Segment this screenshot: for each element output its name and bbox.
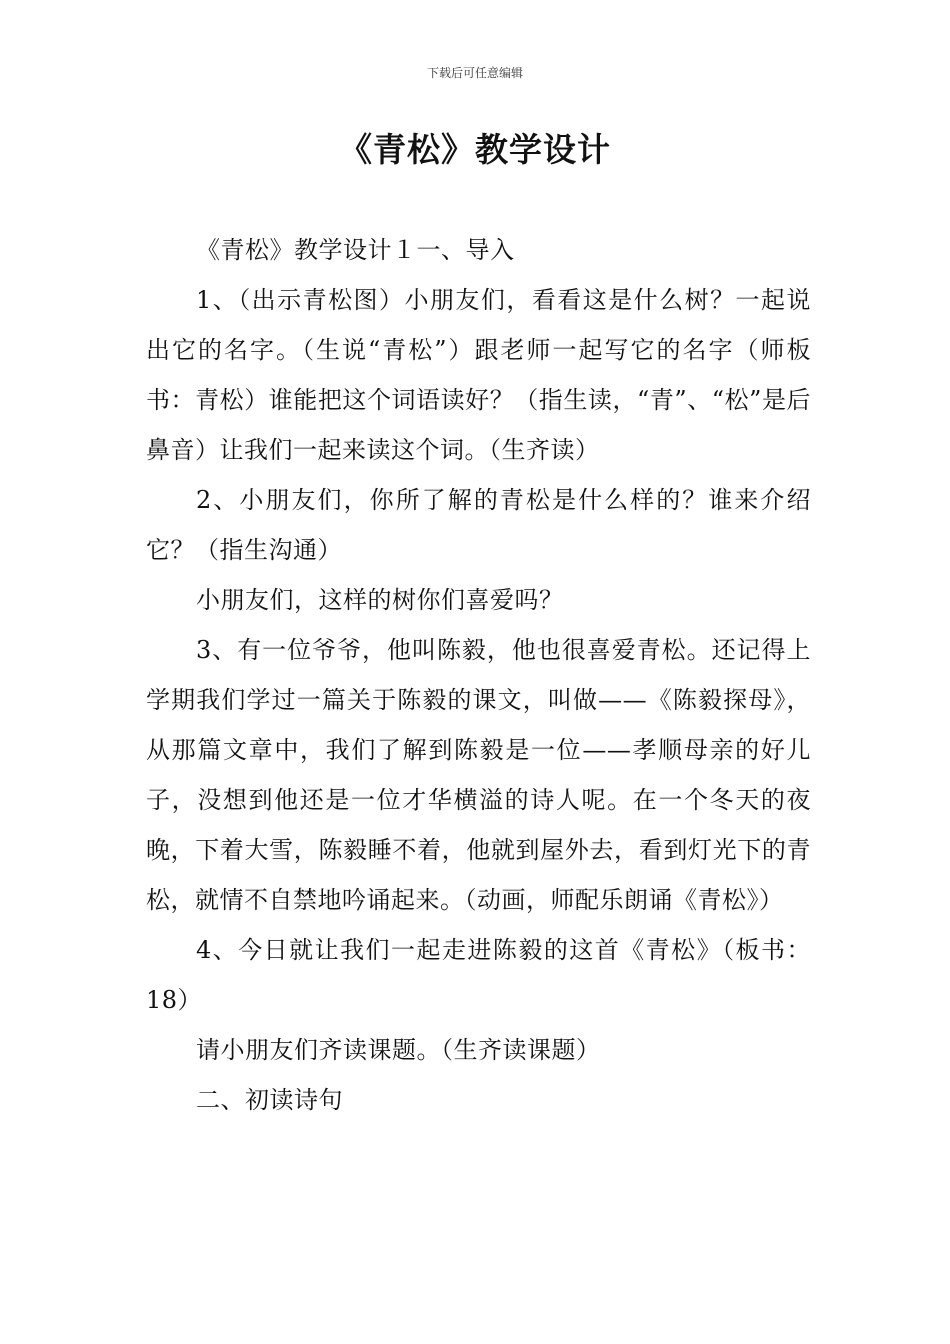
paragraph-step-2: 2、小朋友们，你所了解的青松是什么样的？谁来介绍它？（指生沟通） [146,486,811,564]
paragraph-section-2-heading: 二、初读诗句 [196,1086,343,1114]
header-note: 下载后可任意编辑 [426,66,523,80]
paragraph-question: 小朋友们，这样的树你们喜爱吗？ [196,586,564,614]
paragraph-intro-heading: 《青松》教学设计１一、导入 [196,236,515,264]
paragraph-step-3: 3、有一位爷爷，他叫陈毅，他也很喜爱青松。还记得上学期我们学过一篇关于陈毅的课文，叫做——《陈毅探母》，从那篇文章中，我们了解到陈毅是一位——孝顺母亲的好儿子，没想到他还是一位才华横溢的诗人呢。在一个冬天的夜晚，下着大雪，陈毅睡不着，他就到屋外去，看到灯光下的青松，就情不自禁地吟诵起来。（动画，师配乐朗诵《青松》） [146,636,811,914]
document-title: 《青松》教学设计 [339,130,611,169]
document-body [146,225,811,1125]
paragraph-step-1: 1、（出示青松图）小朋友们，看看这是什么树？一起说出它的名字。（生说“青松”）跟老师一起写它的名字（师板书：青松）谁能把这个词语读好？（指生读，“青”、“松”是后鼻音）让我们一起来读这个词。（生齐读） [146,286,811,464]
paragraph-step-4: 4、今日就让我们一起走进陈毅的这首《青松》（板书：18） [146,936,811,1014]
paragraph-read-title: 请小朋友们齐读课题。（生齐读课题） [196,1036,601,1064]
